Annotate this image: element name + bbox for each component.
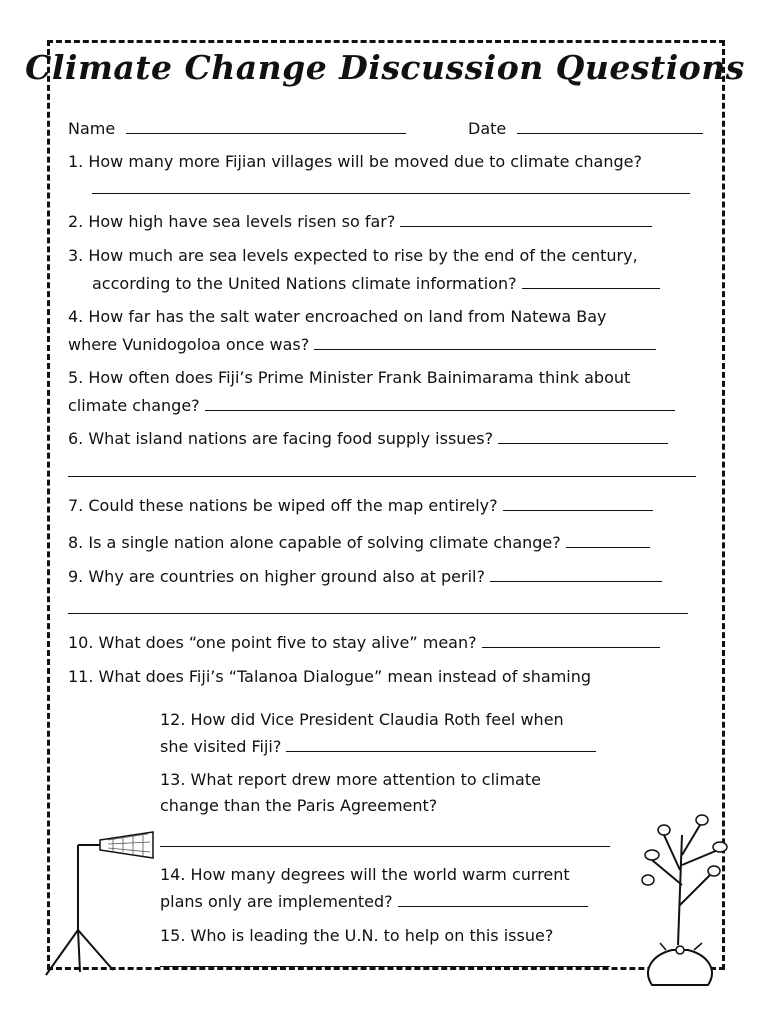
- question-number: 14.: [160, 865, 186, 884]
- question-text: How many more Fijian villages will be moved due to climate change?: [88, 152, 642, 171]
- answer-line-9[interactable]: [68, 613, 688, 614]
- question-text: How high have sea levels risen so far?: [88, 212, 396, 231]
- question-number: 2.: [68, 212, 84, 231]
- question-3-line-1: [68, 246, 638, 266]
- question-10: [68, 632, 660, 653]
- question-8: [68, 532, 650, 553]
- answer-line-6[interactable]: [68, 476, 696, 477]
- question-12-line-2: [160, 736, 596, 757]
- question-text: How much are sea levels expected to rise by the end of the century,: [88, 246, 638, 265]
- name-label: Name: [68, 119, 116, 138]
- name-blank[interactable]: [126, 118, 406, 134]
- question-text: How often does Fiji’s Prime Minister Frank Bainimarama think about: [88, 368, 631, 387]
- answer-line-13[interactable]: [160, 846, 610, 847]
- answer-blank-8[interactable]: [566, 532, 650, 548]
- worksheet-title: Climate Change Discussion Questions: [25, 48, 745, 87]
- answer-blank-6[interactable]: [498, 428, 668, 444]
- question-text: according to the United Nations climate information?: [92, 274, 517, 293]
- question-5-line-1: [68, 368, 630, 388]
- answer-blank-7[interactable]: [503, 495, 653, 511]
- question-number: 11.: [68, 667, 94, 686]
- question-text: Could these nations be wiped off the map entirely?: [88, 496, 498, 515]
- question-13-line-2: [160, 796, 437, 816]
- answer-blank-2[interactable]: [400, 211, 652, 227]
- question-text: How did Vice President Claudia Roth feel when: [190, 710, 564, 729]
- answer-blank-10[interactable]: [482, 632, 660, 648]
- answer-line-15[interactable]: [160, 966, 610, 967]
- date-field-row: [468, 118, 703, 139]
- question-text: How far has the salt water encroached on land from Natewa Bay: [88, 307, 607, 326]
- date-blank[interactable]: [517, 118, 703, 134]
- question-number: 4.: [68, 307, 84, 326]
- question-5-line-2: [68, 395, 675, 416]
- question-12-line-1: [160, 710, 564, 730]
- question-number: 15.: [160, 926, 186, 945]
- answer-blank-3[interactable]: [522, 273, 660, 289]
- question-number: 13.: [160, 770, 186, 789]
- question-number: 6.: [68, 429, 84, 448]
- name-field-row: [68, 118, 406, 139]
- answer-blank-14[interactable]: [398, 891, 588, 907]
- question-text: What does Fiji’s “Talanoa Dialogue” mean instead of shaming: [98, 667, 592, 686]
- question-13-line-1: [160, 770, 541, 790]
- question-number: 9.: [68, 567, 84, 586]
- answer-blank-12[interactable]: [286, 736, 596, 752]
- question-15: [160, 926, 553, 946]
- question-text: where Vunidogoloa once was?: [68, 335, 310, 354]
- question-2: [68, 211, 652, 232]
- question-text: What report drew more attention to climate: [190, 770, 541, 789]
- question-text: Why are countries on higher ground also at peril?: [88, 567, 485, 586]
- question-text: What island nations are facing food supply issues?: [88, 429, 494, 448]
- question-text: What does “one point five to stay alive” mean?: [98, 633, 477, 652]
- question-number: 10.: [68, 633, 94, 652]
- question-4-line-2: [68, 334, 656, 355]
- question-text: Is a single nation alone capable of solving climate change?: [88, 533, 561, 552]
- question-number: 3.: [68, 246, 84, 265]
- question-9: [68, 566, 662, 587]
- question-1: [68, 152, 642, 172]
- question-number: 5.: [68, 368, 84, 387]
- question-text: Who is leading the U.N. to help on this issue?: [190, 926, 554, 945]
- question-number: 12.: [160, 710, 186, 729]
- sapling-icon: [622, 795, 740, 991]
- question-text: plans only are implemented?: [160, 892, 393, 911]
- date-label: Date: [468, 119, 507, 138]
- question-3-line-2: [92, 273, 660, 294]
- question-number: 1.: [68, 152, 84, 171]
- answer-line-1[interactable]: [92, 193, 690, 194]
- question-text: How many degrees will the world warm current: [190, 865, 570, 884]
- question-14-line-2: [160, 891, 588, 912]
- question-14-line-1: [160, 865, 570, 885]
- question-11: [68, 667, 591, 687]
- question-7: [68, 495, 653, 516]
- answer-blank-9[interactable]: [490, 566, 662, 582]
- question-4-line-1: [68, 307, 607, 327]
- question-text: she visited Fiji?: [160, 737, 282, 756]
- question-6: [68, 428, 668, 449]
- question-text: change than the Paris Agreement?: [160, 796, 438, 815]
- answer-blank-4[interactable]: [314, 334, 656, 350]
- windsock-icon: [38, 820, 164, 980]
- answer-blank-5[interactable]: [205, 395, 675, 411]
- question-number: 8.: [68, 533, 84, 552]
- question-text: climate change?: [68, 396, 200, 415]
- question-number: 7.: [68, 496, 84, 515]
